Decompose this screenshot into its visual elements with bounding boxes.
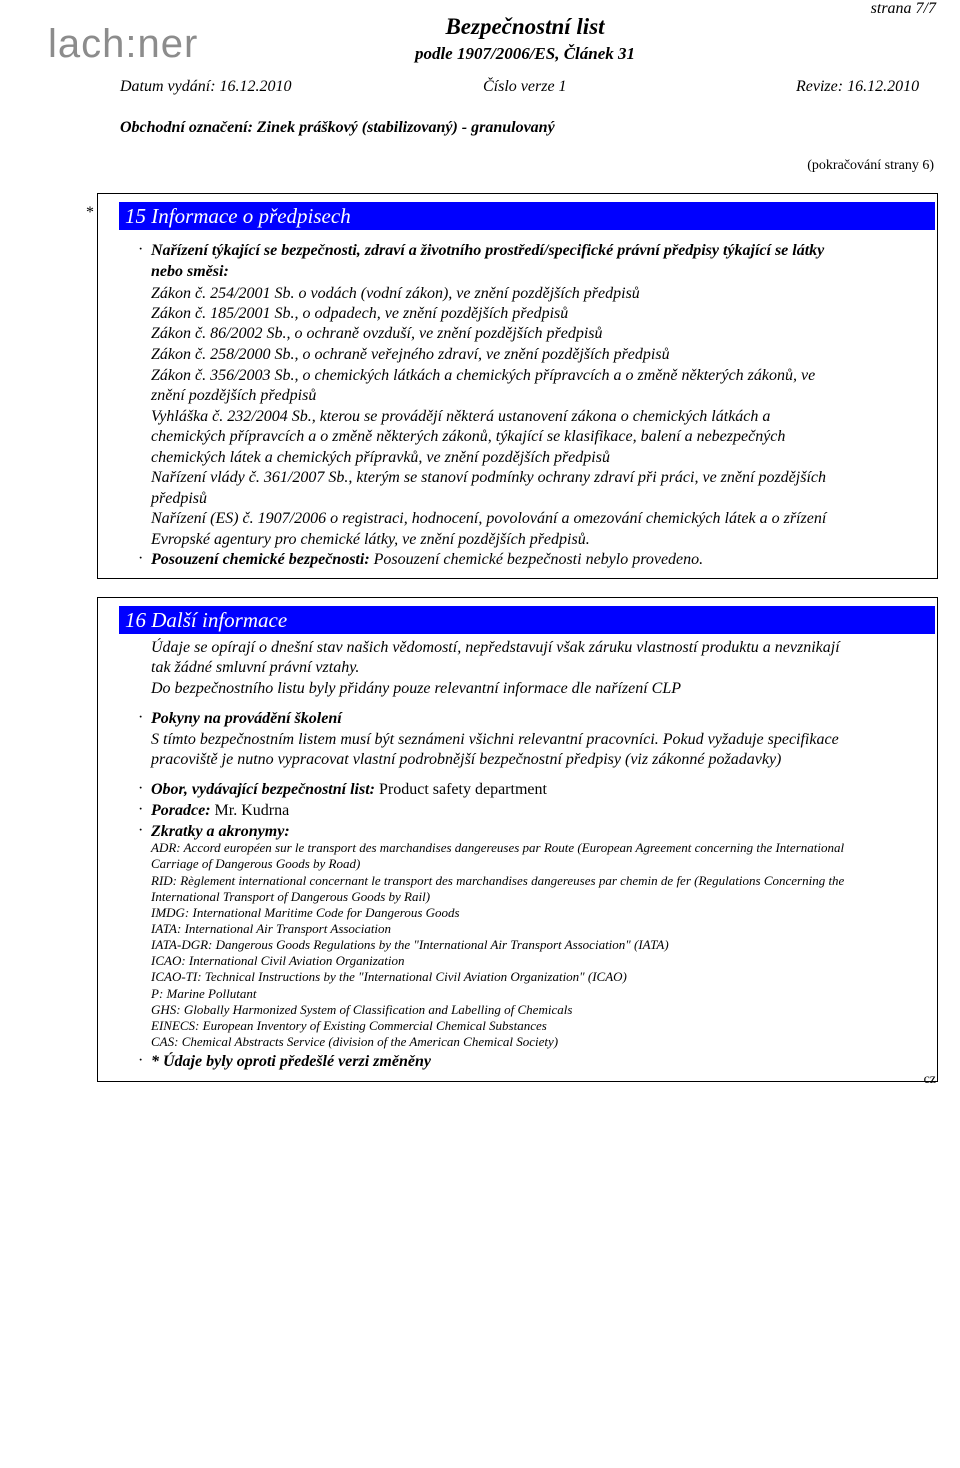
bullet-dot: · [138,801,144,818]
training-text: pracoviště je nutno vypracovat vlastní podrobnější bezpečnostní předpisy (viz zákonné požadavky) [151,751,782,768]
abbreviation-line: International Transport of Dangerous Goods by Rail) [151,889,431,904]
regulation-line: Zákon č. 258/2000 Sb., o ochraně veřejného zdraví, ve znění pozdějších předpisů [151,346,670,363]
regulation-line: předpisů [151,490,207,507]
bullet-dot: · [138,241,144,258]
regulation-line: znění pozdějších předpisů [151,387,317,404]
page-number: strana 7/7 [870,0,936,17]
abbreviations-label: Zkratky a akronymy: [151,823,290,840]
regulations-title-cont: nebo směsi: [151,263,229,280]
bullet-dot: · [138,822,144,839]
issue-date: Datum vydání: 16.12.2010 [120,78,292,95]
version-number: Číslo verze 1 [483,78,567,95]
abbreviation-line: CAS: Chemical Abstracts Service (division of the American Chemical Society) [151,1034,559,1049]
trade-name: Obchodní označení: Zinek práškový (stabilizovaný) - granulovaný [120,119,555,136]
intro-line: Do bezpečnostního listu byly přidány pouze relevantní informace dle nařízení CLP [151,680,681,697]
regulation-line: Evropské agentury pro chemické látky, ve znění pozdějších předpisů. [151,531,590,548]
regulation-line: Nařízení vlády č. 361/2007 Sb., kterým se stanoví podmínky ochrany zdraví při práci, ve znění pozdějších [151,469,826,486]
regulation-line: chemických látek a chemických přípravků, ve znění pozdějších předpisů [151,449,610,466]
language-code: cz [923,1072,936,1087]
abbreviation-line: Carriage of Dangerous Goods by Road) [151,856,361,871]
section-15-heading: 15 Informace o předpisech [119,202,935,230]
regulation-line: Vyhláška č. 232/2004 Sb., kterou se provádějí některá ustanovení zákona o chemických látkách a [151,408,771,425]
abbreviation-line: P: Marine Pollutant [151,986,257,1001]
continuation-note: (pokračování strany 6) [807,158,934,173]
training-text: S tímto bezpečnostním listem musí být seznámeni všichni relevantní pracovníci. Pokud vyžaduje specifikace [151,731,839,748]
regulation-line: Zákon č. 86/2002 Sb., o ochraně ovzduší, ve znění pozdějších předpisů [151,325,603,342]
regulation-line: chemických přípravcích a o změně některých zákonů, týkající se klasifikace, balení a nebezpečných [151,428,786,445]
regulation-line: Zákon č. 254/2001 Sb. o vodách (vodní zákon), ve znění pozdějších předpisů [151,285,640,302]
assessment-label: Posouzení chemické bezpečnosti: [151,551,370,568]
bullet-dot: · [138,1052,144,1069]
abbreviation-line: ICAO: International Civil Aviation Organization [151,953,405,968]
advisor-label: Poradce: [151,802,211,819]
regulation-line: Zákon č. 356/2003 Sb., o chemických látkách a chemických přípravcích a o změně některých zákonů, ve [151,367,816,384]
advisor [151,801,289,822]
intro-line: Údaje se opírají o dnešní stav našich vědomostí, nepředstavují však záruku vlastností produktu a nevznikají [151,639,840,656]
abbreviation-line: ICAO-TI: Technical Instructions by the "International Civil Aviation Organization" (ICAO) [151,969,627,984]
changes-note: * Údaje byly oproti předešlé verzi změněny [151,1053,431,1070]
abbreviation-line: IMDG: International Maritime Code for Dangerous Goods [151,905,460,920]
training-label: Pokyny na provádění školení [151,710,342,727]
regulation-line: Zákon č. 185/2001 Sb., o odpadech, ve znění pozdějších předpisů [151,305,569,322]
abbreviation-line: EINECS: European Inventory of Existing Commercial Chemical Substances [151,1018,547,1033]
section-16-heading: 16 Další informace [119,606,935,634]
bullet-dot: · [138,550,144,567]
abbreviation-line: RID: Règlement international concernant le transport des marchandises dangereuses par chemin de fer (Regulations Concerning the [151,873,845,888]
revision-date: Revize: 16.12.2010 [796,78,920,95]
assessment-text: Posouzení chemické bezpečnosti nebylo provedeno. [373,551,704,568]
intro-line: tak žádné smluvní právní vztahy. [151,659,360,676]
bullet-dot: · [138,780,144,797]
document-subtitle: podle 1907/2006/ES, Článek 31 [414,44,636,63]
company-logo: lach:ner [48,22,199,66]
bullet-dot: · [138,709,144,726]
abbreviation-line: ADR: Accord européen sur le transport des marchandises dangereuses par Route (European Agreement concerning the International [151,840,845,855]
chemical-safety-assessment [151,550,703,571]
advisor-value: Mr. Kudrna [214,802,290,819]
dept-label: Obor, vydávající bezpečnostní list: [151,781,375,798]
regulations-title: Nařízení týkající se bezpečnosti, zdraví a životního prostředí/specifické právní předpisy týkající se látky [151,242,825,259]
change-marker: * [86,204,94,221]
abbreviation-line: IATA: International Air Transport Association [151,921,392,936]
issuing-department [151,780,547,801]
abbreviation-line: GHS: Globally Harmonized System of Classification and Labelling of Chemicals [151,1002,573,1017]
document-title: Bezpečnostní list [445,14,605,39]
dept-value: Product safety department [378,781,547,798]
regulation-line: Nařízení (ES) č. 1907/2006 o registraci, hodnocení, povolování a omezování chemických látek a o zřízení [151,510,827,527]
abbreviation-line: IATA-DGR: Dangerous Goods Regulations by the "International Air Transport Association" (IATA) [151,937,669,952]
